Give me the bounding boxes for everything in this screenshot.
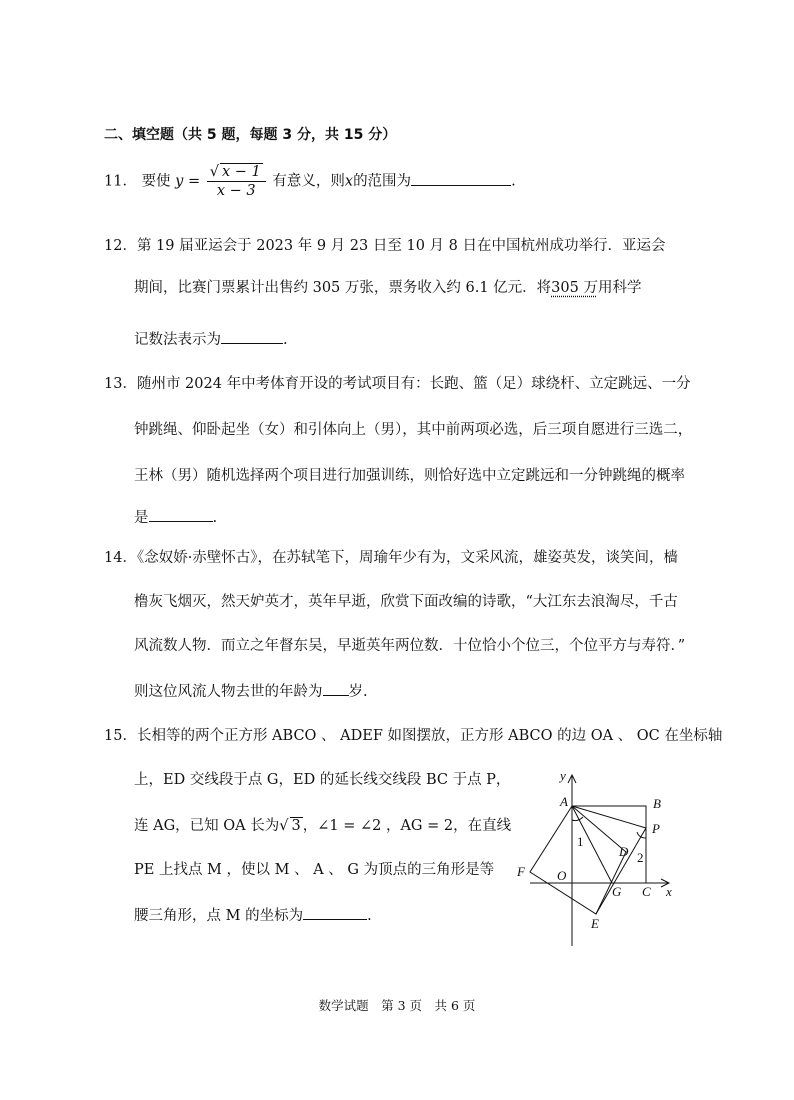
answer-blank[interactable] [323,680,349,696]
answer-blank[interactable] [221,328,283,344]
question-15-line-5 [134,904,372,925]
q11-denominator: x − 3 [216,183,256,199]
q11-text-post: 有意义，则 [272,173,345,190]
question-15-line-3: 连 AG，已知 OA 长为√ 3 ，∠1 = ∠2 ，AG = 2，在直线 [134,818,512,834]
q12-end: . [283,332,288,348]
question-15-line-1 [104,724,722,745]
answer-blank[interactable] [149,506,213,522]
section-heading: 二、填空题（共 5 题，每题 3 分，共 15 分） [104,127,397,143]
q15-text: ，∠1 = ∠2 ，AG = 2，在直线 [302,818,512,834]
q12-text: 第 19 届亚运会于 2023 年 9 月 23 日至 10 月 8 日在中国杭州成功举行．亚运会 [136,238,666,254]
question-14-line-2: 橹灰飞烟灭，然天妒英才，英年早逝，欣赏下面改编的诗歌，“大江东去浪淘尽，千古 [134,594,678,610]
question-13-line-4 [134,506,217,527]
label-y: y [560,768,566,783]
answer-blank[interactable] [411,170,511,186]
question-12-line-2 [134,276,641,297]
label-x: x [666,884,672,899]
q15-text: 长相等的两个正方形 ABCO 、 ADEF 如图摆放，正方形 ABCO 的边 OA 、 OC 在坐标轴 [136,728,723,744]
question-number: 12． [104,238,137,254]
q12-text: 记数法表示为 [134,332,221,348]
label-d: D [619,844,629,859]
label-a: A [560,794,568,809]
label-o: O [557,868,567,883]
label-c: C [642,884,651,899]
q14-end: 岁. [348,684,368,700]
q15-text: 腰三角形，点 M 的坐标为 [134,908,304,924]
label-b: B [653,796,661,811]
question-number: 15． [104,728,137,744]
label-g: G [612,884,622,899]
question-number: 11． [104,173,137,190]
question-14-line-3: 风流数人物．而立之年督东吴，早逝英年两位数．十位恰小个位三，个位平方与寿符．” [134,638,686,654]
q13-text: 是 [134,510,149,526]
q15-sqrt: 3 [291,818,301,834]
question-11 [104,164,516,199]
question-12-line-1 [104,234,665,255]
q15-text: 连 AG，已知 OA 长为 [134,818,280,834]
q15-end: . [367,908,372,924]
question-14-line-1 [104,546,678,567]
question-14-line-4 [134,680,368,701]
question-13-line-3: 王林（男）随机选择两个项目进行加强训练，则恰好选中立定跳远和一分钟跳绳的概率 [134,468,685,484]
q14-text: 则这位风流人物去世的年龄为 [134,684,323,700]
q13-end: . [212,510,218,526]
label-angle-1: 1 [577,834,584,849]
q13-text: 随州市 2024 年中考体育开设的考试项目有：长跑、篮（足）球绕杆、立定跳远、一分 [136,376,691,392]
page-footer: 数学试题 第 3 页 共 6 页 [318,998,476,1013]
question-number: 14． [104,550,137,566]
q11-end: . [511,173,516,190]
label-p: P [652,821,660,836]
line-ep [596,828,646,914]
q14-text: 《念奴娇·赤壁怀古》，在苏轼笔下，周瑜年少有为，文采风流，雄姿英发，谈笑间，樯 [136,550,679,566]
geometry-figure [500,764,700,954]
answer-blank[interactable] [303,904,367,920]
q12-text: 期间，比赛门票累计出售约 305 万张，票务收入约 6.1 亿元．将 [134,280,552,296]
q11-var: x [344,173,354,190]
q11-fraction: $\frac{√ x - 1}{x - 3}$ [207,164,266,199]
label-angle-2: 2 [637,850,644,865]
q11-radicand: x − 1 [221,164,261,180]
label-e: E [591,916,599,931]
q12-text: 用科学 [597,280,642,296]
question-number: 13． [104,376,137,392]
q11-text-post2: 的范围为 [353,173,412,190]
q11-text-pre: 要使 [141,173,171,190]
question-15-line-4: PE 上找点 M ，使以 M 、 A 、 G 为顶点的三角形是等 [134,862,495,878]
label-f: F [517,864,525,879]
question-13-line-1 [104,372,691,393]
question-12-line-3 [134,328,288,349]
q12-emphasis: 305 万 [551,280,598,296]
segment-ap [572,806,646,828]
q11-lhs: y = [175,173,201,190]
question-13-line-2: 钟跳绳、仰卧起坐（女）和引体向上（男），其中前两项必选，后三项自愿进行三选二， [134,422,693,438]
question-15-line-2: 上，ED 交线段于点 G，ED 的延长线交线段 BC 于点 P， [134,772,511,788]
